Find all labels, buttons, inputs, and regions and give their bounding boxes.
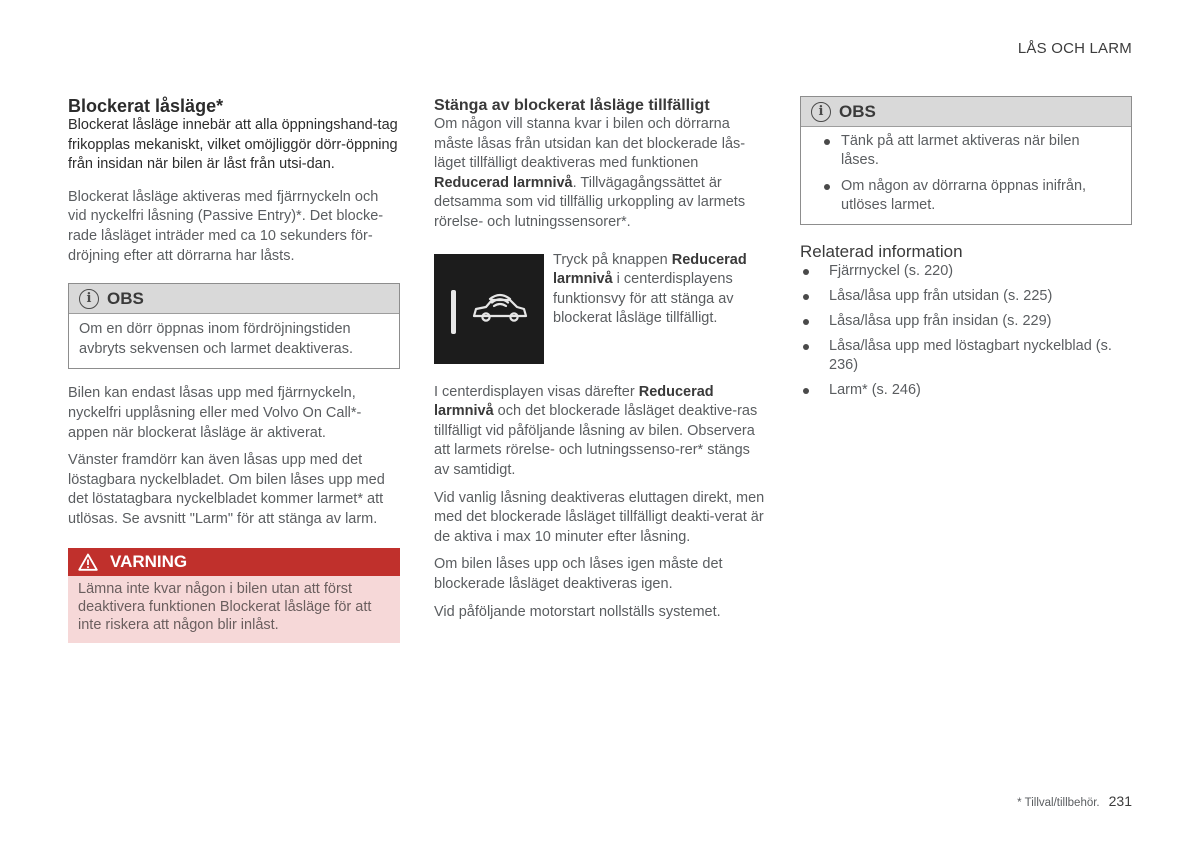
column-left [68,96,400,643]
related-link-remote-key[interactable]: Fjärrnyckel (s. 220) [800,262,1132,281]
function-name: Reducerad larmnivå [434,174,573,191]
related-info-title: Relaterad information [800,242,963,261]
page-number: 231 [1108,793,1132,809]
warning-header [68,548,400,576]
display-paragraph: I centerdisplayen visas därefter Reducerad larmnivå och det blockerade låsläget deaktive-ras tillfälligt vid påföljande låsning av bilen. Observera att larmets rörelse- och lutningssenso-rer* stängs av samtidigt. [434,383,758,478]
unlock-paragraph: Bilen kan endast låsas upp med fjärrnyckeln, nyckelfri upplåsning eller med Volvo On Call*-appen när blockerat låsläge är aktiverat. [68,385,362,441]
button-name: Reducerad larmnivå [553,251,747,288]
page-footer [1017,793,1132,809]
obs-header [69,284,399,314]
info-icon: i [79,289,99,309]
related-info-list [800,262,1132,400]
footnote: * Tillval/tillbehör. [1017,797,1100,809]
obs-box [68,283,400,369]
display-function-name: Reducerad larmnivå [434,383,714,420]
obs-header-right [801,97,1131,127]
obs-label-right: OBS [839,101,876,121]
related-link-lock-outside[interactable]: Låsa/låsa upp från utsidan (s. 225) [800,287,1132,306]
obs-list-item: Om någon av dörrarna öppnas inifrån, utlöses larmet. [811,177,1121,215]
section-title: Blockerat låsläge* [68,96,224,116]
column-right [800,96,1132,406]
obs-list [811,132,1121,215]
subsection-title: Stänga av blockerat låsläge tillfälligt [434,97,710,114]
reduced-alarm-button-image [434,254,544,364]
warning-box [68,548,400,643]
warning-label: VARNING [110,551,188,571]
info-icon: i [811,102,831,122]
button-instruction [434,251,766,364]
obs-list-item: Tänk på att larmet aktiveras när bilen låses. [811,132,1121,170]
key-blade-paragraph: Vänster framdörr kan även låsas upp med det löstagbara nyckelbladet. Om bilen låses upp med det löstatagbara nyckelbladet kommer larmet* att utlösas. Se avsnitt "Larm" för att stänga av larm. [68,452,385,527]
obs-box-right [800,96,1132,225]
related-link-lock-inside[interactable]: Låsa/låsa upp från insidan (s. 229) [800,312,1132,331]
column-middle [434,96,766,622]
intro-paragraph: Blockerat låsläge innebär att alla öppningshand-tag frikopplas mekaniskt, vilket omöjliggör dörr-öppning från insidan när bilen är låst från utsi-dan. [68,117,398,173]
section-header: LÅS OCH LARM [1017,40,1132,57]
reset-paragraph: Vid påföljande motorstart nollställs systemet. [434,603,721,620]
car-sensor-icon [470,292,530,326]
socket-paragraph: Vid vanlig låsning deaktiveras eluttagen direkt, men med det blockerade låsläget tillfälligt deakti-verat är de aktiva i max 10 minuter efter låsning. [434,489,765,545]
temporary-deactivation-paragraph: Om någon vill stanna kvar i bilen och dörrarna måste låsas från utsidan kan det blockerade lås-läget tillfälligt deaktiveras med funktionen Reducerad larmnivå. Tillvägagångssättet är detsamma som vid tillfällig urkoppling av larmets rörelse- och lutningssensorer*. [434,116,746,230]
warning-icon [78,553,98,571]
button-instruction-text: Tryck på knappen Reducerad larmnivå i centerdisplayens funktionsvy för att stänga av blockerat låsläge tillfälligt. [553,251,747,327]
obs-text: Om en dörr öppnas inom fördröjningstiden avbryts sekvensen och larmet deaktiveras. [79,321,354,357]
related-link-alarm[interactable]: Larm* (s. 246) [800,381,1132,400]
indicator-bar [451,290,456,334]
warning-text: Lämna inte kvar någon i bilen utan att först deaktivera funktionen Blockerat låsläge för att inte riskera att någon blir inlåst. [78,580,372,633]
obs-label: OBS [107,288,144,308]
activation-paragraph: Blockerat låsläge aktiveras med fjärrnyckeln och vid nyckelfri låsning (Passive Entry)*. Det blocke-rade låsläget inträder med ca 10 sekunders för-dröjning efter att dörrarna har låsts. [68,188,384,264]
relock-paragraph: Om bilen låses upp och låses igen måste det blockerade låsläget deaktiveras igen. [434,556,723,592]
related-link-key-blade[interactable]: Låsa/låsa upp med löstagbart nyckelblad (s. 236) [800,337,1132,375]
